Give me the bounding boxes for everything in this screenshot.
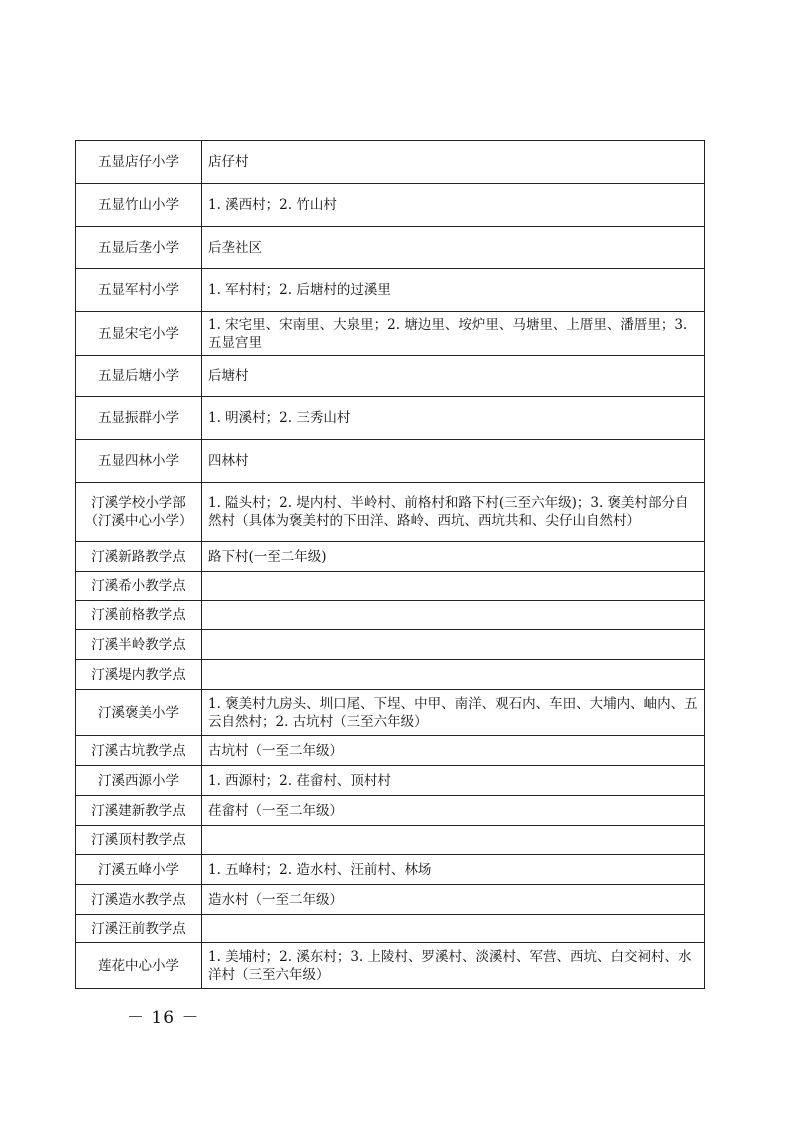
- school-name-cell: 五显宋宅小学: [76, 312, 202, 356]
- table-row: [76, 915, 705, 943]
- table-row: [76, 766, 705, 796]
- school-name-cell: 五显竹山小学: [76, 184, 202, 227]
- enrollment-area-cell: 1. 宋宅里、宋南里、大泉里；2. 塘边里、垵炉里、马塘里、上厝里、潘厝里；3. 五显宫里: [202, 312, 705, 356]
- school-zone-table: [75, 140, 705, 989]
- enrollment-area-cell: 1. 明溪村；2. 三秀山村: [202, 397, 705, 440]
- school-name-cell: 汀溪造水教学点: [76, 885, 202, 915]
- school-name-cell: 五显军村小学: [76, 269, 202, 312]
- table-row: [76, 397, 705, 440]
- table-row: [76, 542, 705, 572]
- school-name-cell: 五显振群小学: [76, 397, 202, 440]
- school-name-cell: 汀溪顶村教学点: [76, 826, 202, 855]
- enrollment-area-cell: 1. 五峰村；2. 造水村、汪前村、林场: [202, 855, 705, 885]
- enrollment-area-cell: 古坑村（一至二年级）: [202, 736, 705, 766]
- table-row: [76, 736, 705, 766]
- school-name-cell: 五显后塘小学: [76, 356, 202, 397]
- school-name-cell: 汀溪学校小学部（汀溪中心小学）: [76, 483, 202, 542]
- enrollment-area-cell: 造水村（一至二年级）: [202, 885, 705, 915]
- school-name-cell: 五显四林小学: [76, 440, 202, 483]
- school-name-cell: 汀溪堤内教学点: [76, 660, 202, 690]
- table-body: [76, 141, 705, 989]
- school-name-cell: 五显店仔小学: [76, 141, 202, 184]
- school-name-cell: 汀溪建新教学点: [76, 796, 202, 826]
- enrollment-area-cell: 店仔村: [202, 141, 705, 184]
- enrollment-area-cell: 1. 溪西村；2. 竹山村: [202, 184, 705, 227]
- school-name-cell: 汀溪汪前教学点: [76, 915, 202, 943]
- school-name-cell: 汀溪新路教学点: [76, 542, 202, 572]
- enrollment-area-cell: [202, 915, 705, 943]
- page-number: － 16 －: [127, 1008, 200, 1028]
- enrollment-area-cell: 1. 西源村；2. 荏畲村、顶村村: [202, 766, 705, 796]
- school-name-cell: 汀溪希小教学点: [76, 572, 202, 601]
- enrollment-area-cell: 后垄社区: [202, 227, 705, 269]
- table-row: [76, 885, 705, 915]
- school-name-cell: 汀溪褒美小学: [76, 690, 202, 736]
- table-row: [76, 440, 705, 483]
- enrollment-area-cell: 荏畲村（一至二年级）: [202, 796, 705, 826]
- enrollment-area-cell: 1. 美埔村；2. 溪东村；3. 上陵村、罗溪村、淡溪村、军营、西坑、白交祠村、水洋村（三至六年级）: [202, 943, 705, 989]
- enrollment-area-cell: [202, 826, 705, 855]
- enrollment-area-cell: [202, 630, 705, 660]
- table-row: [76, 483, 705, 542]
- school-name-cell: 汀溪前格教学点: [76, 601, 202, 630]
- table-row: [76, 572, 705, 601]
- enrollment-area-cell: 1. 隘头村；2. 堤内村、半岭村、前格村和路下村(三至六年级)；3. 褒美村部分自然村（具体为褒美村的下田洋、路岭、西坑、西坑共和、尖仔山自然村）: [202, 483, 705, 542]
- table-row: [76, 630, 705, 660]
- table-row: [76, 660, 705, 690]
- enrollment-area-cell: 1. 军村村；2. 后塘村的过溪里: [202, 269, 705, 312]
- enrollment-area-cell: 四林村: [202, 440, 705, 483]
- enrollment-area-cell: [202, 660, 705, 690]
- table-row: [76, 227, 705, 269]
- table-row: [76, 796, 705, 826]
- table-row: [76, 312, 705, 356]
- school-name-cell: 五显后垄小学: [76, 227, 202, 269]
- table-row: [76, 601, 705, 630]
- school-name-cell: 汀溪五峰小学: [76, 855, 202, 885]
- enrollment-area-cell: 1. 褒美村九房头、圳口尾、下埕、中甲、南洋、观石内、车田、大埔内、岫内、五云自然村；2. 古坑村（三至六年级）: [202, 690, 705, 736]
- table-row: [76, 141, 705, 184]
- table-row: [76, 269, 705, 312]
- enrollment-area-cell: [202, 601, 705, 630]
- enrollment-area-cell: 后塘村: [202, 356, 705, 397]
- enrollment-area-cell: [202, 572, 705, 601]
- school-name-cell: 汀溪西源小学: [76, 766, 202, 796]
- school-name-cell: 莲花中心小学: [76, 943, 202, 989]
- enrollment-area-cell: 路下村(一至二年级): [202, 542, 705, 572]
- table-row: [76, 184, 705, 227]
- school-name-cell: 汀溪古坑教学点: [76, 736, 202, 766]
- table-row: [76, 943, 705, 989]
- table-row: [76, 356, 705, 397]
- table-row: [76, 690, 705, 736]
- table-row: [76, 826, 705, 855]
- table-row: [76, 855, 705, 885]
- school-name-cell: 汀溪半岭教学点: [76, 630, 202, 660]
